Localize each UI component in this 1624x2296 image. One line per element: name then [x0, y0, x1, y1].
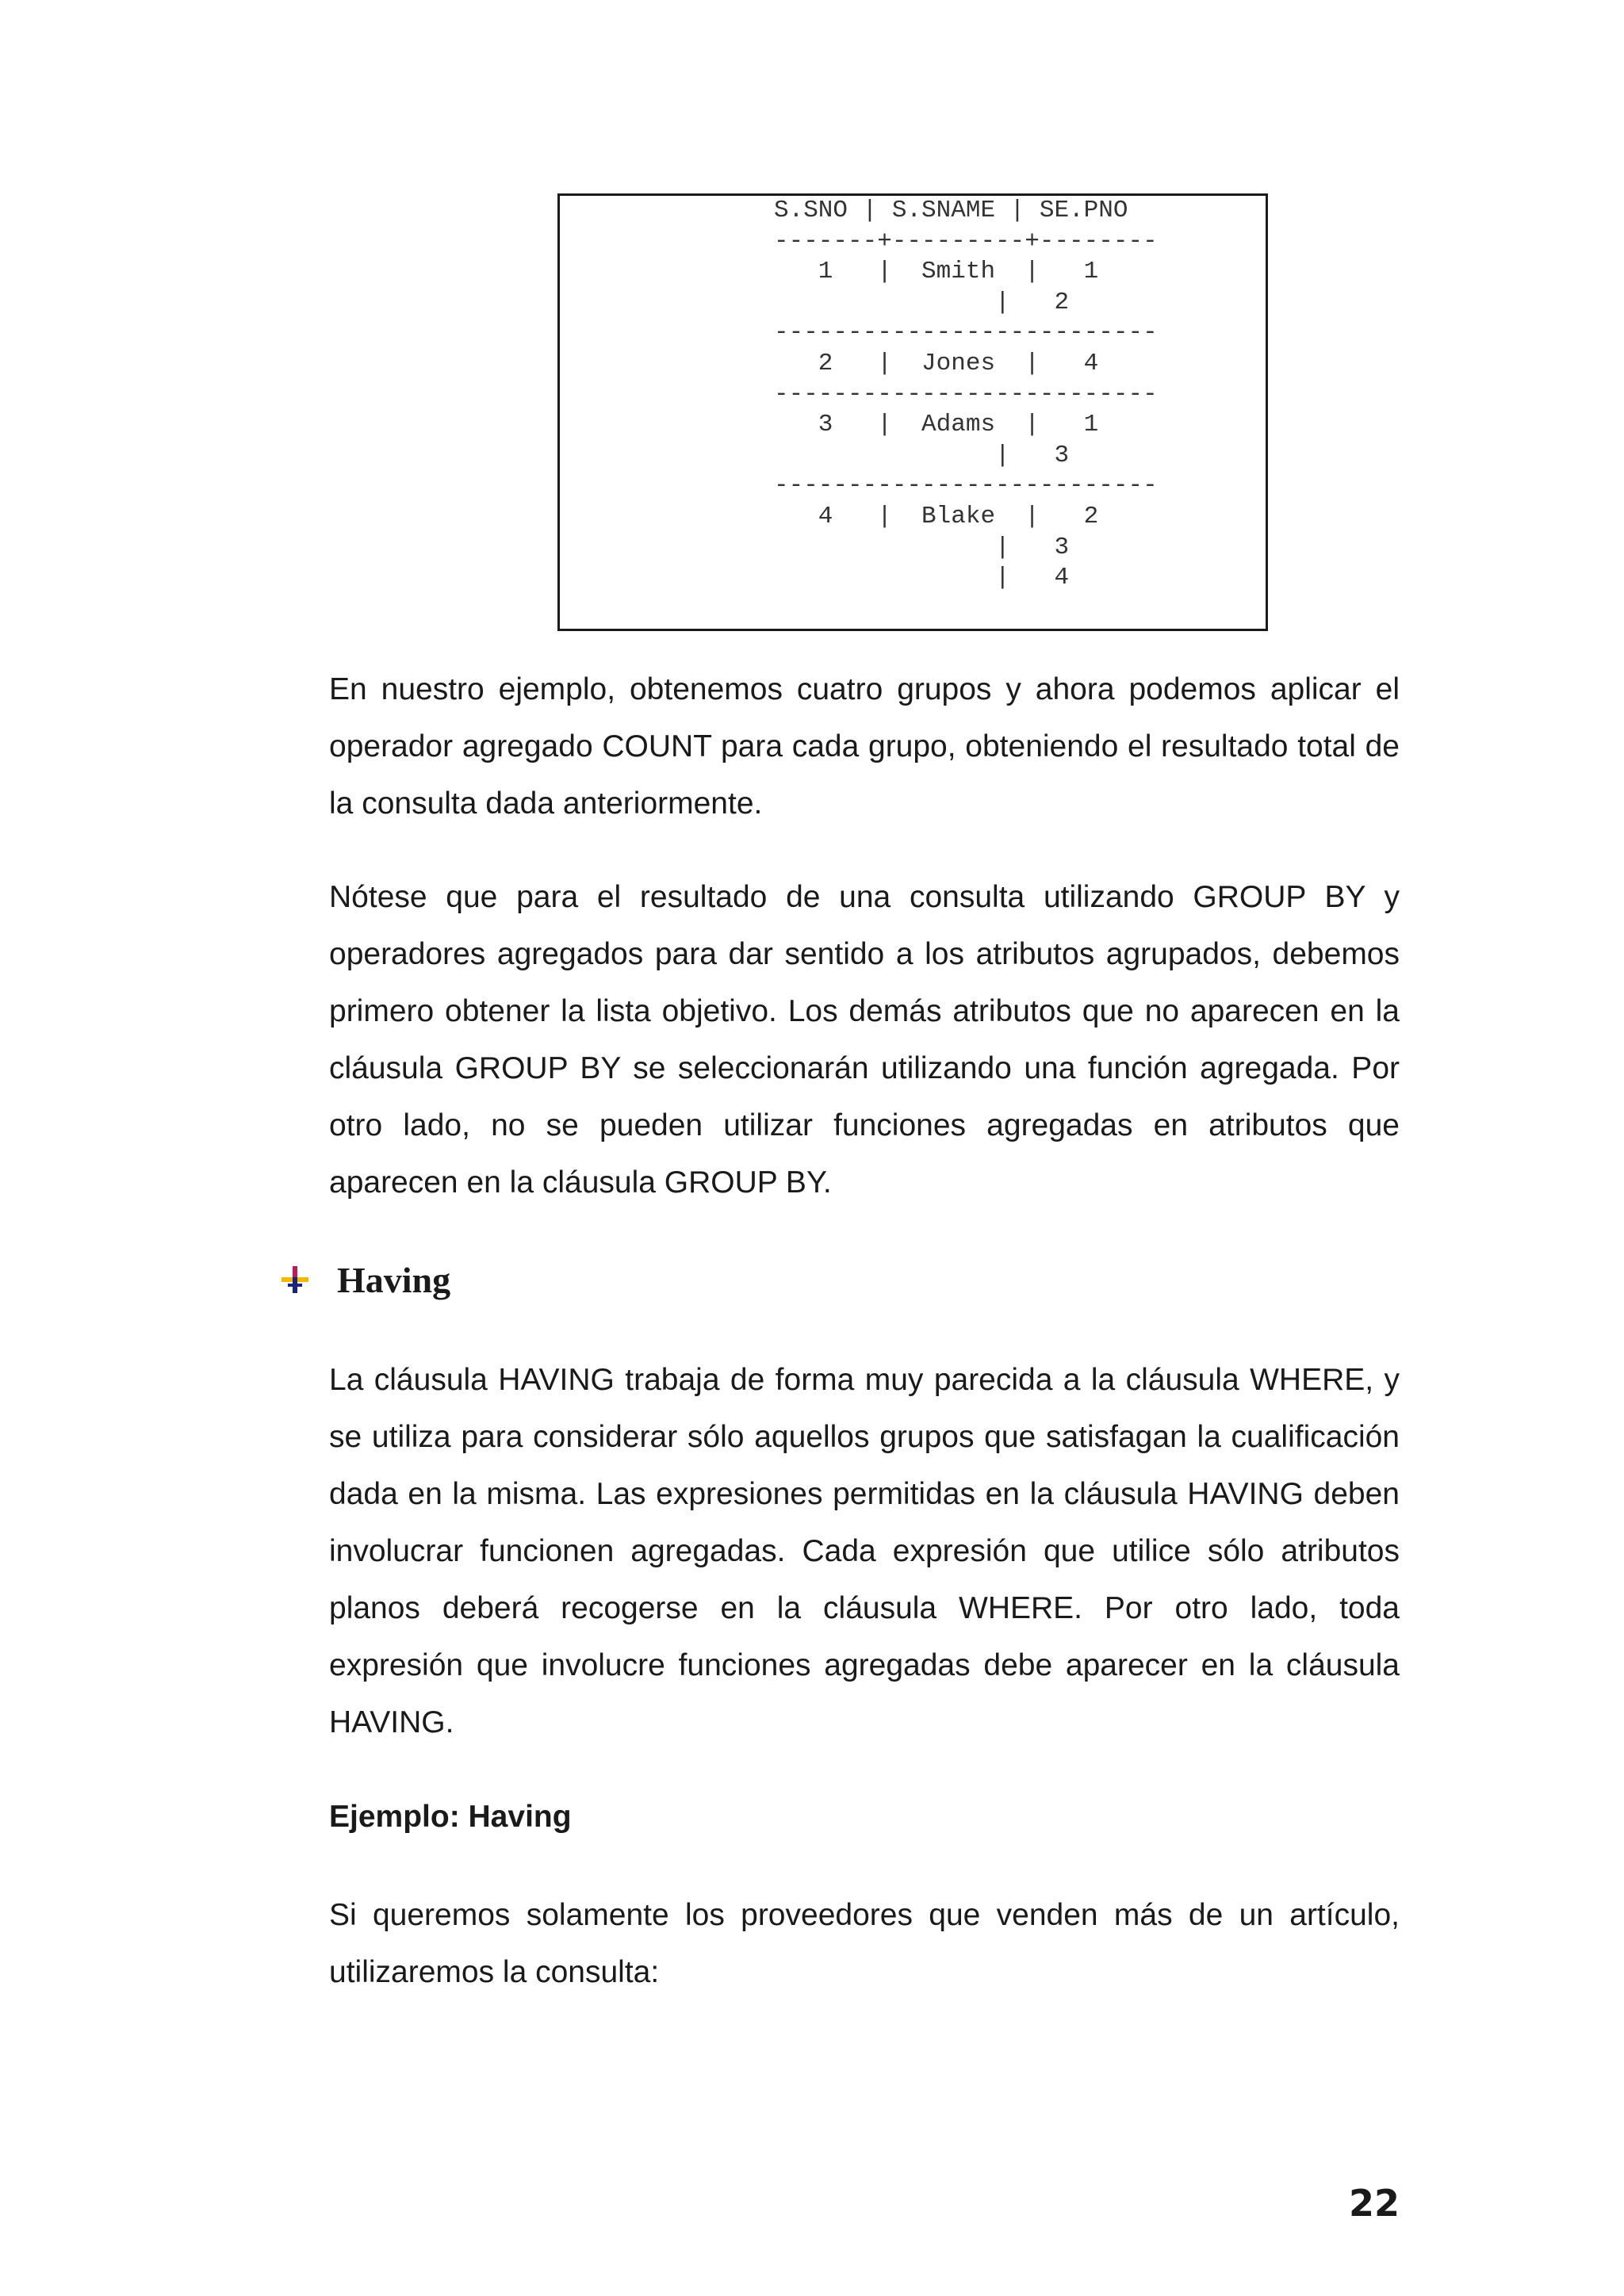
result-table-text: S.SNO | S.SNAME | SE.PNO -------+---------+-------- 1 | Smith | 1 | 2 -------------------------- 2 | Jones | 4 -------------------------- 3 | Adams | 1 | 3 -------------------------- 4 | Blake | 2 | 3 | 4: [774, 197, 1158, 592]
paragraph-having-description: La cláusula HAVING trabaja de forma muy parecida a la cláusula WHERE, y se utiliza para considerar sólo aquellos grupos que satisfagan la cualificación dada en la misma. Las expresiones permitidas en la cláusula HAVING deben involucrar funcionen agregadas. Cada expresión que utilice sólo atributos planos deberá recogerse en la cláusula WHERE. Por otro lado, toda expresión que involucre funciones agregadas debe aparecer en la cláusula HAVING.: [329, 1363, 1400, 1739]
page-number: 22: [1348, 2182, 1400, 2225]
example-heading: Ejemplo: Having: [329, 1800, 572, 1834]
paragraph-count-groups: En nuestro ejemplo, obtenemos cuatro grupos y ahora podemos aplicar el operador agregado COUNT para cada grupo, obteniendo el resultado total de la consulta dada anteriormente.: [329, 672, 1400, 821]
paragraph-group-by-note: Nótese que para el resultado de una consulta utilizando GROUP BY y operadores agregados para dar sentido a los atributos agrupados, debemos primero obtener la lista objetivo. Los demás atributos que no aparecen en la cláusula GROUP BY se seleccionarán utilizando una función agregada. Por otro lado, no se pueden utilizar funciones agregadas en atributos que aparecen en la cláusula GROUP BY.: [329, 880, 1400, 1200]
cross-bullet-icon: [282, 1266, 308, 1293]
result-table-box: [557, 193, 1268, 631]
section-heading-text: Having: [337, 1259, 451, 1300]
paragraph-example-intro: Si queremos solamente los proveedores que venden más de un artículo, utilizaremos la consulta:: [329, 1898, 1400, 1989]
section-heading-having: [282, 1251, 450, 1308]
